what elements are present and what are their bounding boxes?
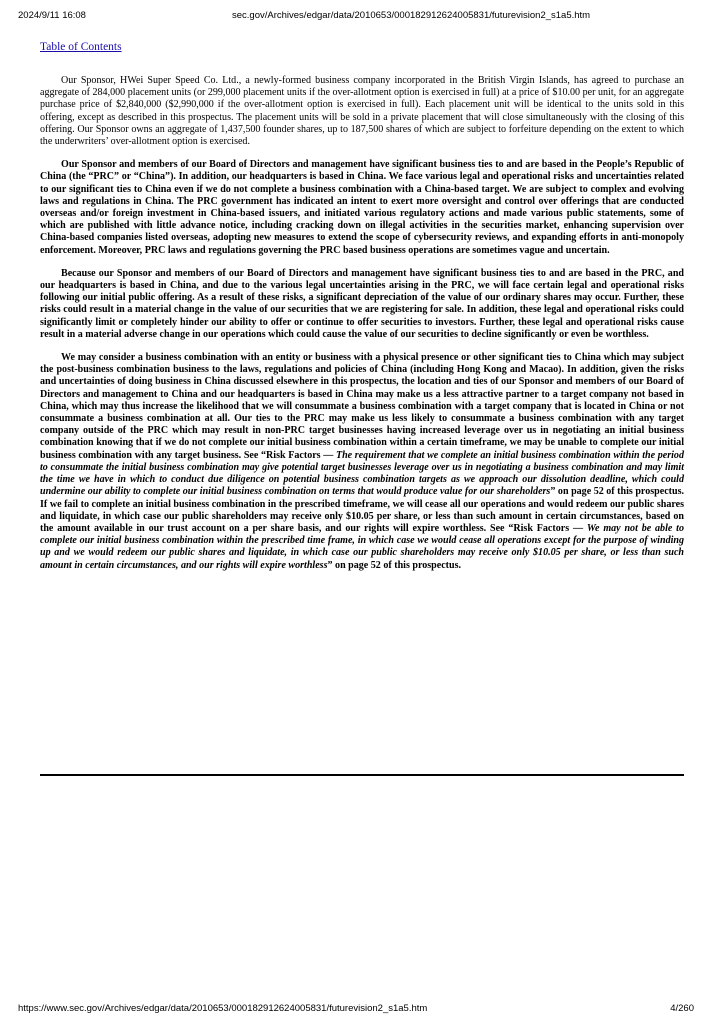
- risk-factor-title: The requirement that we complete an initial business combination within the period to consummate the initial business combination may give potential target businesses leverage over us in negotiating a business combination and may limit the time we have in which to conduct due diligence on potential business combination targets as we approach our dissolution deadline, which could undermine our ability to complete our initial business combination on terms that would produce value for our shareholders: [40, 449, 684, 498]
- print-page-number: 4/260: [670, 1003, 694, 1014]
- paragraph-business-combination: [40, 352, 684, 572]
- table-of-contents-link[interactable]: Table of Contents: [40, 41, 122, 53]
- page-divider: [40, 774, 684, 776]
- paragraph-legal-risks: Because our Sponsor and members of our Board of Directors and management have significant business ties to and are based in the PRC, and our headquarters is based in China, and due to the various legal uncertainties arising in the PRC, we will face certain legal and operational risks following our initial public offering. As a result of these risks, a significant depreciation of the value of our ordinary shares may occur. Further, these risks could result in a material change in the value of our securities that we are registering for sale. In addition, these legal and operational risks could significantly limit or completely hinder our ability to offer or continue to offer securities to investors. Further, these legal and operational risks cause result in a material adverse change in our operations which could cause the value of our securities to decline significantly or even be worthless.: [40, 267, 684, 340]
- paragraph-china-ties: Our Sponsor and members of our Board of Directors and management have significant business ties to and are based in the People’s Republic of China (the “PRC” or “China”). In addition, our headquarters is based in China. We face various legal and operational risks and uncertainties related to our significant ties to China even if we do not complete a business combination with a China-based target. We are subject to complex and evolving laws and regulations in China. The PRC government has indicated an intent to exert more oversight and control over offerings that are conducted overseas and/or foreign investment in China-based issuers, and initiated various regulatory actions and made various public statements, some of which are published with little advance notice, including cracking down on illegal activities in the securities market, enhancing supervision over China-based companies listed overseas, adopting new measures to extend the scope of cybersecurity reviews, and expanding efforts in anti-monopoly enforcement. Moreover, PRC laws and regulations governing the PRC based business operations are sometimes vague and uncertain.: [40, 159, 684, 256]
- paragraph-part: ” on page 52 of this prospectus. If we fail to complete an initial business combination in the prescribed timeframe, we will cease all our operations and would redeem our public shares and liquidate, in which case our public shareholders may receive only $10.05 per share, or less than such amount in certain circumstances, based on the amount available in our trust account on a per share basis, and our rights will expire worthless. See “Risk Factors —: [40, 486, 685, 534]
- print-url: https://www.sec.gov/Archives/edgar/data/2010653/000182912624005831/futurevision2_s1a5.htm: [18, 1003, 428, 1014]
- risk-factor-title: We may not be able to complete our initial business combination within the prescribed time frame, in which case we would cease all operations except for the purpose of winding up and we would redeem our public shares and liquidate, in which case our public shareholders may receive only $10.05 per share, or less than such amount in certain circumstances, and our rights will expire worthless: [40, 522, 684, 571]
- print-timestamp: 2024/9/11 16:08: [18, 10, 86, 21]
- print-page-title: sec.gov/Archives/edgar/data/2010653/000182912624005831/futurevision2_s1a5.htm: [232, 10, 591, 21]
- paragraph-part: We may consider a business combination with an entity or business with a physical presence or other significant ties to China which may subject the post-business combination business to the laws, regulations and policies of China (including Hong Kong and Macao). In addition, given the risks and uncertainties of doing business in China discussed elsewhere in this prospectus, the location and ties of our Sponsor and members of our Board of Directors and management to China and our headquarters is based in China may make us a less attractive partner to a target company not based in China, which may thus increase the likelihood that we will consummate a business combination with a target company that is located in China or not consummate a business combination at all. Our ties to the PRC may make us less likely to consummate a business combination with any target company outside of the PRC which may result in non-PRC target businesses having increased leverage over us in negotiating an initial business combination knowing that if we do not complete our initial business combination within a certain timeframe, we may be unable to complete our initial business combination with any target business. See “Risk Factors —: [40, 352, 684, 461]
- document-body: [40, 75, 684, 583]
- paragraph-sponsor-placement: Our Sponsor, HWei Super Speed Co. Ltd., a newly-formed business company incorporated in the British Virgin Islands, has agreed to purchase an aggregate of 284,000 placement units (or 299,000 placement units if the over-allotment option is exercised in full) at a price of $10.00 per unit, for an aggregate purchase price of $2,840,000 ($2,990,000 if the over-allotment option is exercised in full). Each placement unit will be identical to the units sold in this offering, except as described in this prospectus. The placement units will be sold in a private placement that will close simultaneously with the closing of this offering. Our Sponsor owns an aggregate of 1,437,500 founder shares, up to 187,500 shares of which are subject to forfeiture depending on the extent to which the underwriters’ over-allotment option is exercised.: [40, 75, 684, 148]
- paragraph-part: ” on page 52 of this prospectus.: [327, 559, 462, 571]
